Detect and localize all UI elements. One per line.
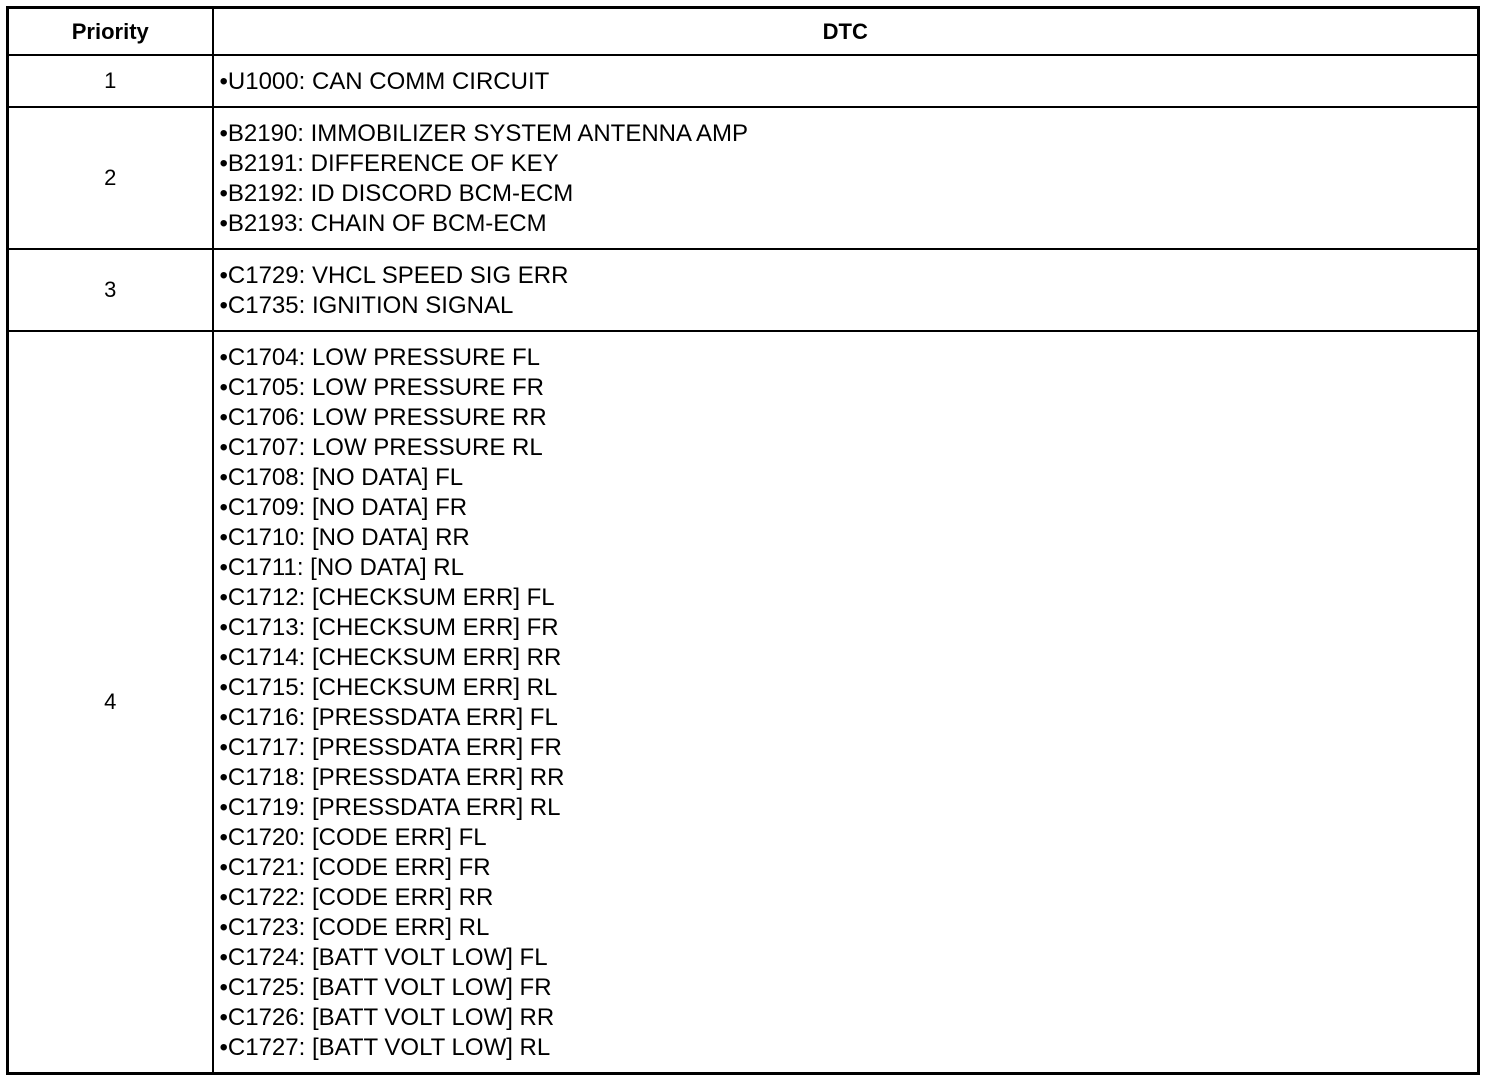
table-row xyxy=(8,331,1479,1074)
dtc-code-item: •C1725: [BATT VOLT LOW] FR xyxy=(219,974,552,1001)
dtc-code-item: •C1717: [PRESSDATA ERR] FR xyxy=(219,734,562,761)
dtc-cell xyxy=(213,331,1479,1074)
dtc-code-item: •C1707: LOW PRESSURE RL xyxy=(219,434,543,461)
dtc-code-item: •C1722: [CODE ERR] RR xyxy=(219,884,494,911)
dtc-code-item: •C1721: [CODE ERR] FR xyxy=(219,854,491,881)
dtc-code-item: •C1713: [CHECKSUM ERR] FR xyxy=(219,614,559,641)
dtc-code-item: •C1706: LOW PRESSURE RR xyxy=(219,404,547,431)
dtc-code-item: •C1714: [CHECKSUM ERR] RR xyxy=(219,644,562,671)
dtc-code-item: •U1000: CAN COMM CIRCUIT xyxy=(219,68,550,95)
dtc-code-item: •C1710: [NO DATA] RR xyxy=(219,524,470,551)
priority-cell: 1 xyxy=(8,55,213,107)
dtc-code-item: •B2191: DIFFERENCE OF KEY xyxy=(219,150,559,177)
dtc-code-item: •C1708: [NO DATA] FL xyxy=(219,464,464,491)
dtc-code-item: •C1719: [PRESSDATA ERR] RL xyxy=(219,794,561,821)
dtc-code-item: •C1712: [CHECKSUM ERR] FL xyxy=(219,584,555,611)
table-row xyxy=(8,55,1479,107)
dtc-cell xyxy=(213,249,1479,331)
dtc-code-item: •C1711: [NO DATA] RL xyxy=(219,554,464,581)
dtc-code-item: •C1709: [NO DATA] FR xyxy=(219,494,468,521)
dtc-code-item: •C1723: [CODE ERR] RL xyxy=(219,914,490,941)
dtc-priority-table xyxy=(6,6,1480,1075)
dtc-code-item: •C1716: [PRESSDATA ERR] FL xyxy=(219,704,558,731)
dtc-cell xyxy=(213,55,1479,107)
dtc-code-item: •C1724: [BATT VOLT LOW] FL xyxy=(219,944,548,971)
table-body xyxy=(8,55,1479,1074)
dtc-code-item: •C1735: IGNITION SIGNAL xyxy=(219,292,514,319)
dtc-code-item: •C1715: [CHECKSUM ERR] RL xyxy=(219,674,558,701)
dtc-code-item: •C1726: [BATT VOLT LOW] RR xyxy=(219,1004,555,1031)
dtc-code-item: •C1704: LOW PRESSURE FL xyxy=(219,344,541,371)
dtc-code-item: •C1720: [CODE ERR] FL xyxy=(219,824,487,851)
dtc-code-item: •B2193: CHAIN OF BCM-ECM xyxy=(219,210,547,237)
dtc-code-item: •C1718: [PRESSDATA ERR] RR xyxy=(219,764,565,791)
dtc-code-item: •B2192: ID DISCORD BCM-ECM xyxy=(219,180,574,207)
priority-column-header: Priority xyxy=(8,8,213,56)
dtc-code-item: •C1727: [BATT VOLT LOW] RL xyxy=(219,1034,551,1061)
priority-cell: 2 xyxy=(8,107,213,249)
priority-cell: 4 xyxy=(8,331,213,1074)
dtc-code-item: •C1729: VHCL SPEED SIG ERR xyxy=(219,262,569,289)
priority-cell: 3 xyxy=(8,249,213,331)
table-row xyxy=(8,107,1479,249)
header-row xyxy=(8,8,1479,56)
dtc-code-item: •B2190: IMMOBILIZER SYSTEM ANTENNA AMP xyxy=(219,120,749,147)
dtc-column-header: DTC xyxy=(213,8,1479,56)
dtc-code-item: •C1705: LOW PRESSURE FR xyxy=(219,374,544,401)
dtc-cell xyxy=(213,107,1479,249)
table-row xyxy=(8,249,1479,331)
